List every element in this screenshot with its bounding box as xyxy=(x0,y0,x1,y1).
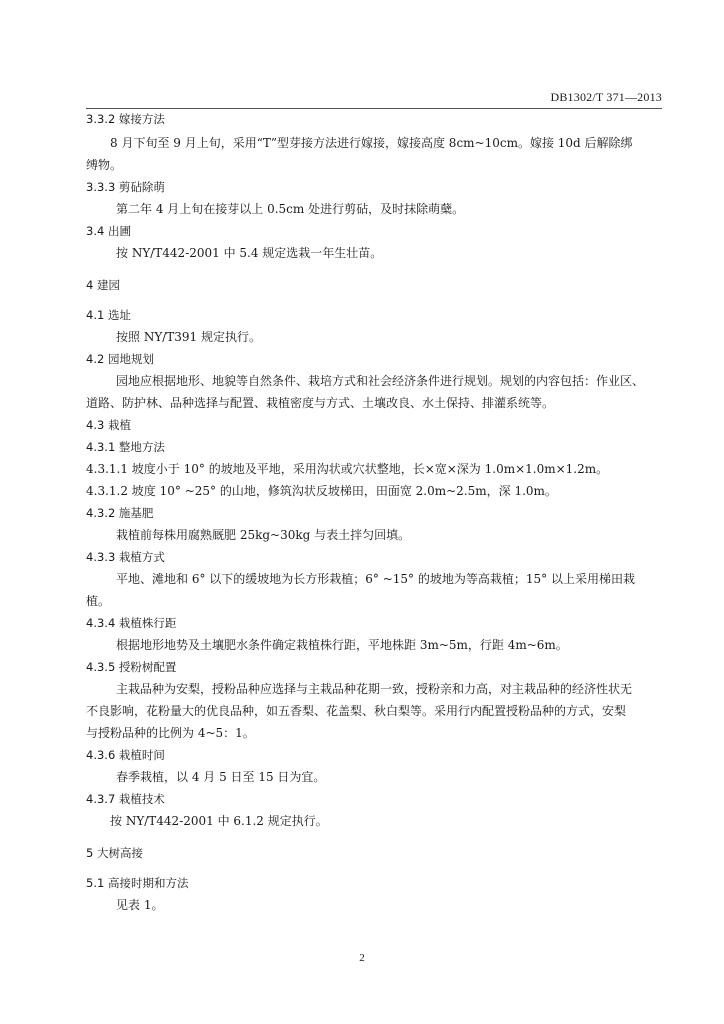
heading-4-3-2: 4.3.2 施基肥 xyxy=(86,506,154,520)
paragraph-line: 见表 1。 xyxy=(116,898,164,912)
paragraph-line: 4.3.1.1 坡度小于 10° 的坡地及平地，采用沟状或穴状整地，长×宽×深为 1.0m×1.0m×1.2m。 xyxy=(86,462,609,476)
paragraph-line: 不良影响，花粉量大的优良品种，如五香梨、花盖梨、秋白梨等。采用行内配置授粉品种的方式，安梨 xyxy=(86,704,627,718)
paragraph-line: 缚物。 xyxy=(86,158,123,172)
heading-4-3-6: 4.3.6 栽植时间 xyxy=(86,748,165,762)
heading-4: 4 建园 xyxy=(86,278,120,292)
paragraph-line: 4.3.1.2 坡度 10° ~25° 的山地，修筑沟状反坡梯田，田面宽 2.0m~2.5m，深 1.0m。 xyxy=(86,484,557,498)
paragraph-line: 道路、防护林、品种选择与配置、栽植密度与方式、土壤改良、水土保持、排灌系统等。 xyxy=(86,396,555,410)
paragraph-line: 园地应根据地形、地貌等自然条件、栽培方式和社会经济条件进行规划。规划的内容包括：作业区、 xyxy=(116,374,645,388)
paragraph-line: 平地、滩地和 6° 以下的缓坡地为长方形栽植；6° ~15° 的坡地为等高栽植；15° 以上采用梯田栽 xyxy=(116,572,635,586)
heading-5: 5 大树高接 xyxy=(86,846,143,860)
heading-3-4: 3.4 出圃 xyxy=(86,224,131,238)
paragraph-line: 根据地形地势及土壤肥水条件确定栽植株行距，平地株距 3m~5m，行距 4m~6m。 xyxy=(116,638,568,652)
heading-3-3-3: 3.3.3 剪砧除萌 xyxy=(86,180,165,194)
paragraph-line: 栽植前每株用腐熟厩肥 25kg~30kg 与表土拌匀回填。 xyxy=(116,528,411,542)
paragraph-line: 主栽品种为安梨，授粉品种应选择与主栽品种花期一致，授粉亲和力高，对主栽品种的经济性状无 xyxy=(116,682,633,696)
heading-5-1: 5.1 高接时期和方法 xyxy=(86,876,189,890)
paragraph-line: 第二年 4 月上旬在接芽以上 0.5cm 处进行剪砧，及时抹除萌蘖。 xyxy=(116,202,465,216)
doc-standard-code: DB1302/T 371—2013 xyxy=(550,90,662,104)
paragraph-line: 按 NY/T442-2001 中 5.4 规定选栽一年生壮苗。 xyxy=(116,246,383,260)
paragraph-line: 按照 NY/T391 规定执行。 xyxy=(116,330,262,344)
paragraph-line: 8 月下旬至 9 月上旬，采用“T”型芽接方法进行嫁接，嫁接高度 8cm~10cm。嫁接 10d 后解除绑 xyxy=(110,136,633,150)
heading-4-3: 4.3 栽植 xyxy=(86,418,131,432)
heading-4-3-7: 4.3.7 栽植技术 xyxy=(86,792,165,806)
paragraph-line: 春季栽植，以 4 月 5 日至 15 日为宜。 xyxy=(116,770,326,784)
paragraph-line: 与授粉品种的比例为 4~5：1。 xyxy=(86,726,255,740)
heading-3-3-2: 3.3.2 嫁接方法 xyxy=(86,112,165,126)
heading-4-2: 4.2 园地规划 xyxy=(86,352,154,366)
paragraph-line: 按 NY/T442-2001 中 6.1.2 规定执行。 xyxy=(110,814,328,828)
header-divider xyxy=(86,108,662,109)
heading-4-1: 4.1 选址 xyxy=(86,308,131,322)
page-number: 2 xyxy=(359,952,365,964)
heading-4-3-4: 4.3.4 栽植株行距 xyxy=(86,616,177,630)
heading-4-3-1: 4.3.1 整地方法 xyxy=(86,440,165,454)
heading-4-3-3: 4.3.3 栽植方式 xyxy=(86,550,165,564)
paragraph-line: 植。 xyxy=(86,594,111,608)
heading-4-3-5: 4.3.5 授粉树配置 xyxy=(86,660,177,674)
